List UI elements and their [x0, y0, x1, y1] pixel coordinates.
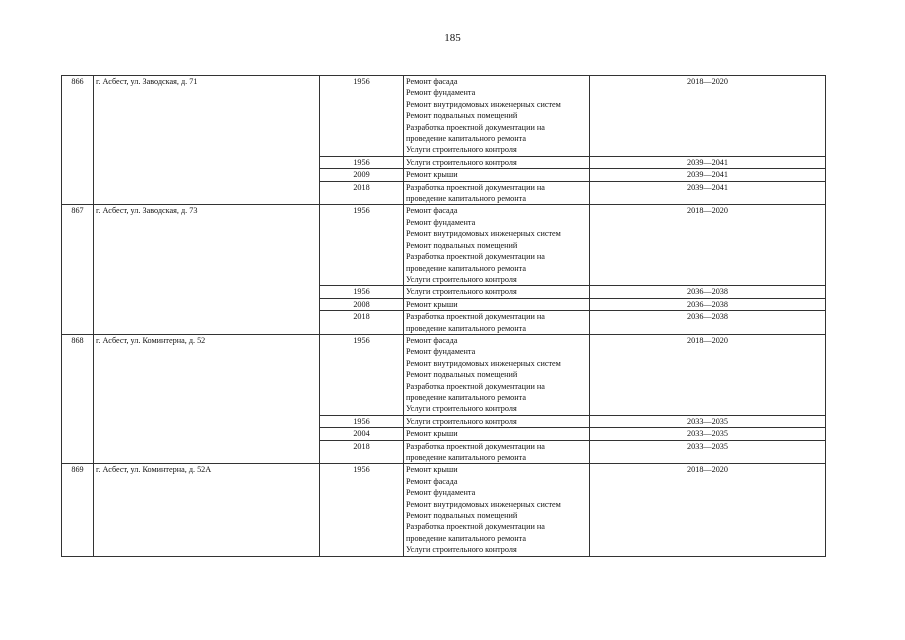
year-cell: 2008	[320, 298, 404, 310]
year-cell: 2018	[320, 181, 404, 205]
table-row	[62, 76, 826, 157]
work-type-item: Ремонт подвальных помещений	[406, 370, 518, 380]
year-cell: 2018	[320, 311, 404, 335]
period-cell: 2039—2041	[590, 156, 826, 168]
work-types-cell	[404, 205, 590, 286]
year-cell: 1956	[320, 415, 404, 427]
work-type-item: проведение капитального ремонта	[406, 194, 526, 204]
record-number: 868	[62, 334, 94, 463]
work-types-cell	[404, 415, 590, 427]
work-type-item: Разработка проектной документации на	[406, 381, 545, 391]
period-cell: 2033—2035	[590, 428, 826, 440]
period-cell: 2036—2038	[590, 311, 826, 335]
work-type-item: Ремонт подвальных помещений	[406, 240, 518, 250]
year-cell: 2018	[320, 440, 404, 464]
work-type-item: проведение капитального ремонта	[406, 134, 526, 144]
work-type-item: Ремонт крыши	[406, 299, 458, 309]
record-number: 867	[62, 205, 94, 334]
work-types-cell	[404, 181, 590, 205]
year-cell: 1956	[320, 286, 404, 298]
work-type-item: Ремонт крыши	[406, 465, 458, 475]
year-cell: 1956	[320, 464, 404, 556]
work-type-item: Разработка проектной документации на	[406, 122, 545, 132]
period-cell: 2018—2020	[590, 76, 826, 157]
work-type-item: Ремонт внутридомовых инженерных систем	[406, 499, 561, 509]
work-type-item: Разработка проектной документации на	[406, 252, 545, 262]
table-row	[62, 205, 826, 286]
work-type-item: Ремонт фундамента	[406, 217, 476, 227]
year-cell: 2004	[320, 428, 404, 440]
work-type-item: проведение капитального ремонта	[406, 323, 526, 333]
year-cell: 1956	[320, 76, 404, 157]
work-types-cell	[404, 156, 590, 168]
work-types-cell	[404, 286, 590, 298]
work-type-item: Ремонт фасада	[406, 476, 458, 486]
work-type-item: проведение капитального ремонта	[406, 453, 526, 462]
building-address: г. Асбест, ул. Заводская, д. 71	[94, 76, 320, 205]
work-types-cell	[404, 169, 590, 181]
period-cell: 2033—2035	[590, 440, 826, 464]
work-type-item: Услуги строительного контроля	[406, 416, 517, 426]
work-type-item: Ремонт внутридомовых инженерных систем	[406, 229, 561, 239]
building-address: г. Асбест, ул. Коминтерна, д. 52	[94, 334, 320, 463]
work-types-cell	[404, 428, 590, 440]
period-cell: 2036—2038	[590, 298, 826, 310]
work-type-item: Ремонт фундамента	[406, 88, 476, 98]
work-type-item: Ремонт фасада	[406, 335, 458, 345]
year-cell: 1956	[320, 205, 404, 286]
period-cell: 2018—2020	[590, 464, 826, 556]
work-types-cell	[404, 464, 590, 556]
work-type-item: Ремонт подвальных помещений	[406, 111, 518, 121]
table-body	[62, 76, 826, 557]
work-type-item: Разработка проектной документации на	[406, 441, 545, 451]
work-type-item: Ремонт крыши	[406, 170, 458, 180]
page-number: 185	[444, 32, 461, 44]
period-cell: 2039—2041	[590, 181, 826, 205]
work-types-cell	[404, 76, 590, 157]
work-type-item: Ремонт внутридомовых инженерных систем	[406, 358, 561, 368]
work-type-item: Ремонт внутридомовых инженерных систем	[406, 99, 561, 109]
year-cell: 1956	[320, 156, 404, 168]
record-number: 866	[62, 76, 94, 205]
work-type-item: проведение капитального ремонта	[406, 263, 526, 273]
work-type-item: проведение капитального ремонта	[406, 533, 526, 543]
work-type-item: Услуги строительного контроля	[406, 287, 517, 297]
work-types-cell	[404, 298, 590, 310]
record-number: 869	[62, 464, 94, 556]
table-row	[62, 334, 826, 415]
work-type-item: проведение капитального ремонта	[406, 392, 526, 402]
work-type-item: Разработка проектной документации на	[406, 312, 545, 322]
work-types-cell	[404, 440, 590, 464]
work-type-item: Услуги строительного контроля	[406, 545, 517, 555]
period-cell: 2018—2020	[590, 205, 826, 286]
work-type-item: Услуги строительного контроля	[406, 145, 517, 155]
work-type-item: Ремонт подвальных помещений	[406, 511, 518, 521]
building-address: г. Асбест, ул. Заводская, д. 73	[94, 205, 320, 334]
table-row	[62, 464, 826, 556]
work-type-item: Ремонт фасада	[406, 77, 458, 86]
work-types-cell	[404, 334, 590, 415]
work-type-item: Разработка проектной документации на	[406, 182, 545, 192]
work-types-cell	[404, 311, 590, 335]
work-type-item: Ремонт фундамента	[406, 488, 476, 498]
work-type-item: Разработка проектной документации на	[406, 522, 545, 532]
period-cell: 2039—2041	[590, 169, 826, 181]
period-cell: 2036—2038	[590, 286, 826, 298]
period-cell: 2018—2020	[590, 334, 826, 415]
repair-schedule-table	[61, 75, 826, 557]
year-cell: 2009	[320, 169, 404, 181]
work-type-item: Услуги строительного контроля	[406, 274, 517, 284]
period-cell: 2033—2035	[590, 415, 826, 427]
work-type-item: Услуги строительного контроля	[406, 157, 517, 167]
building-address: г. Асбест, ул. Коминтерна, д. 52А	[94, 464, 320, 556]
year-cell: 1956	[320, 334, 404, 415]
work-type-item: Ремонт крыши	[406, 429, 458, 439]
work-type-item: Ремонт фасада	[406, 206, 458, 216]
work-type-item: Ремонт фундамента	[406, 347, 476, 357]
work-type-item: Услуги строительного контроля	[406, 404, 517, 414]
